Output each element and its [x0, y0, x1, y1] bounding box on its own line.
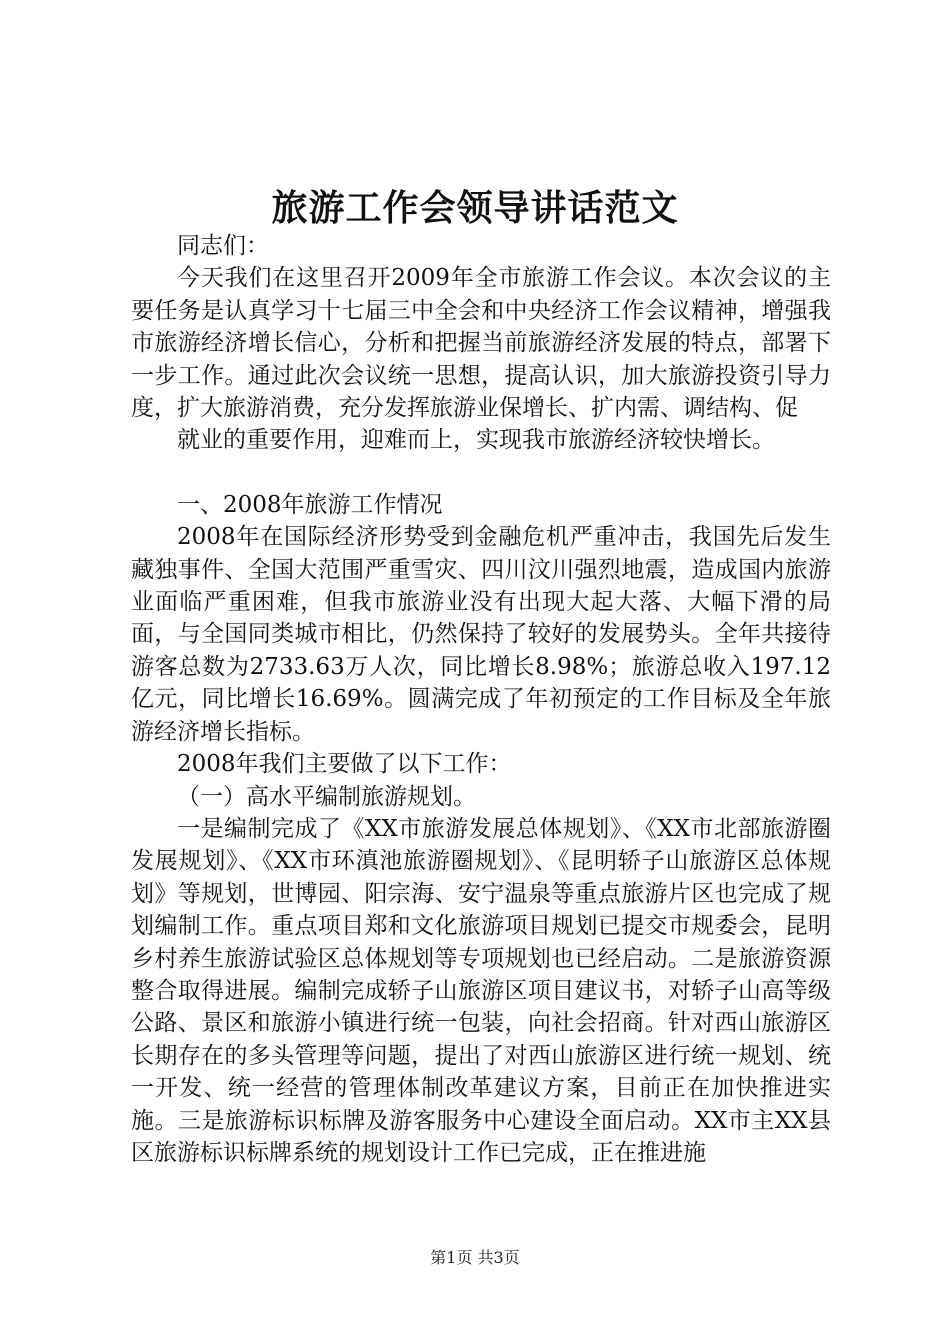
subsection-heading: （一）高水平编制旅游规划。	[177, 783, 476, 810]
document-body	[131, 230, 831, 1169]
paragraph: 今天我们在这里召开2009年全市旅游工作会议。本次会议的主要任务是认真学习十七届三中全会和中央经济工作会议精神，增强我市旅游经济增长信心，分析和把握当前旅游经济发展的特点，部署下一步工作。通过此次会议统一思想，提高认识，加大旅游投资引导力度，扩大旅游消费，充分发挥旅游业保增长、扩内需、调结构、促	[131, 265, 831, 422]
page-footer: 第1页 共3页	[430, 1248, 520, 1267]
paragraph: 2008年在国际经济形势受到金融危机严重冲击，我国先后发生藏独事件、全国大范围严重雪灾、四川汶川强烈地震，造成国内旅游业面临严重困难，但我市旅游业没有出现大起大落、大幅下滑的局面，与全国同类城市相比，仍然保持了较好的发展势头。全年共接待游客总数为2733.63万人次，同比增长8.98%；旅游总收入197.12亿元，同比增长16.69%。圆满完成了年初预定的工作目标及全年旅游经济增长指标。	[131, 524, 831, 745]
section-heading: 一、2008年旅游工作情况	[177, 491, 443, 518]
paragraph: 一是编制完成了《XX市旅游发展总体规划》、《XX市北部旅游圈发展规划》、《XX市环滇池旅游圈规划》、《昆明轿子山旅游区总体规划》等规划，世博园、阳宗海、安宁温泉等重点旅游片区也完成了规划编制工作。重点项目郑和文化旅游项目规划已提交市规委会，昆明乡村养生旅游试验区总体规划等专项规划也已经启动。二是旅游资源整合取得进展。编制完成轿子山旅游区项目建议书，对轿子山高等级公路、景区和旅游小镇进行统一包装，向社会招商。针对西山旅游区长期存在的多头管理等问题，提出了对西山旅游区进行统一规划、统一开发、统一经营的管理体制改革建议方案，目前正在加快推进实施。三是旅游标识标牌及游客服务中心建设全面启动。XX市主XX县区旅游标识标牌系统的规划设计工作已完成，正在推进施	[131, 815, 831, 1166]
page-title: 旅游工作会领导讲话范文	[271, 187, 679, 229]
salutation: 同志们：	[177, 233, 269, 259]
paragraph: 就业的重要作用，迎难而上，实现我市旅游经济较快增长。	[177, 427, 775, 454]
paragraph: 2008年我们主要做了以下工作：	[177, 751, 512, 778]
